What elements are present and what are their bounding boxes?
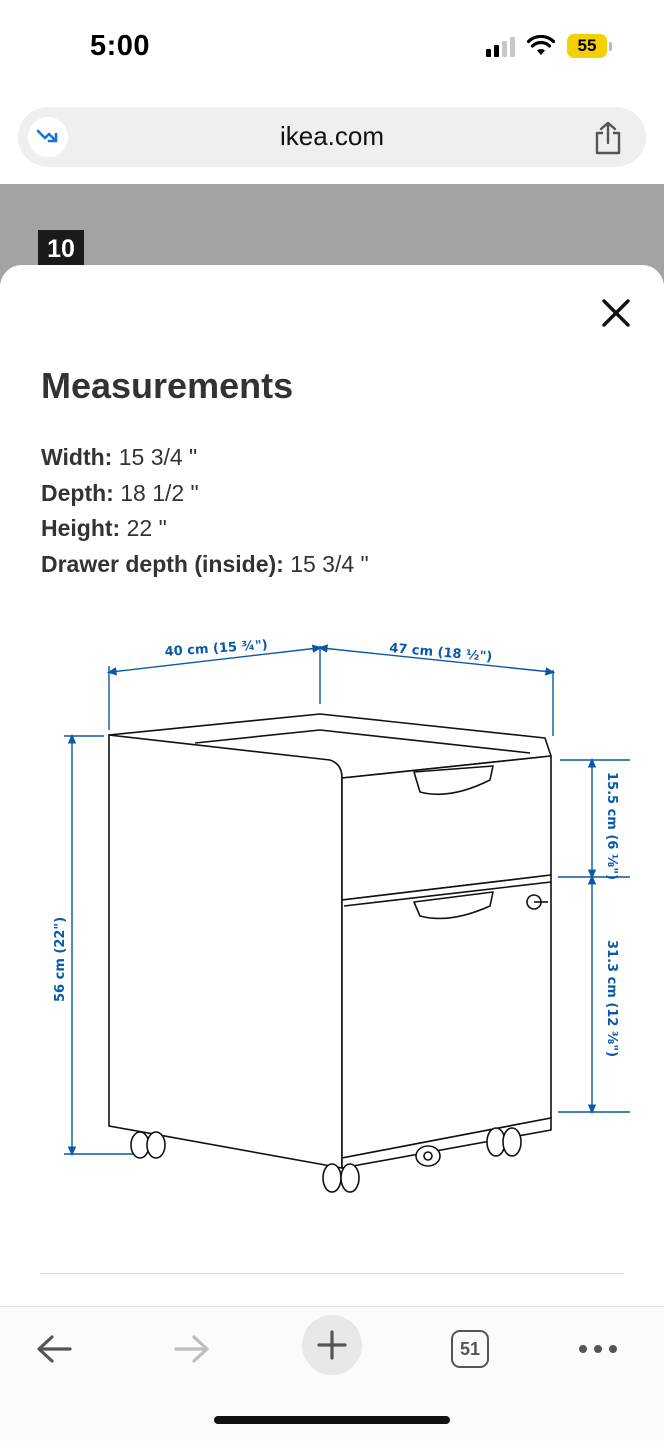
measurement-label: Drawer depth (inside): (41, 550, 284, 577)
divider (40, 1273, 624, 1274)
wifi-icon (527, 35, 555, 57)
measurement-width (41, 440, 369, 476)
forward-arrow-icon[interactable] (172, 1333, 212, 1365)
measurement-label: Width: (41, 444, 113, 470)
measurements-sheet (0, 265, 664, 1310)
share-icon[interactable] (592, 121, 624, 155)
status-icons (486, 34, 612, 58)
bottom-drawer-dimension-label: 31.3 cm (12 ⅜") (604, 940, 619, 1058)
home-indicator (214, 1416, 450, 1424)
close-icon[interactable] (598, 295, 634, 331)
measurement-diagram (30, 630, 630, 1210)
measurement-value: 18 1/2 " (113, 479, 199, 506)
cellular-signal-icon (486, 35, 515, 57)
depth-dimension-label: 47 cm (18 ½") (388, 641, 493, 665)
page-number-badge: 10 (38, 230, 84, 268)
width-dimension-label: 40 cm (15 ¾") (164, 637, 269, 660)
top-drawer-dimension-label: 15.5 cm (6 ⅛") (604, 772, 619, 881)
back-button[interactable] (22, 1317, 86, 1381)
drawer-unit-drawing (109, 714, 551, 1168)
measurement-label: Depth: (41, 479, 114, 506)
measurement-depth (41, 476, 369, 512)
measurement-value: 15 3/4 " (112, 444, 198, 470)
battery-icon (567, 34, 612, 58)
more-dots-icon[interactable] (578, 1344, 618, 1354)
url-text[interactable]: ikea.com (279, 121, 385, 151)
tabs-count[interactable]: 51 (451, 1330, 489, 1368)
battery-level: 55 (567, 34, 607, 58)
measurement-height (41, 511, 369, 547)
measurement-value: 15 3/4 " (283, 550, 369, 577)
back-arrow-icon[interactable] (34, 1333, 74, 1365)
measurements-list (41, 440, 369, 582)
plus-icon[interactable] (316, 1329, 348, 1361)
more-button[interactable] (566, 1317, 630, 1381)
status-bar (0, 0, 664, 100)
sheet-title: Measurements (41, 365, 294, 406)
forward-button[interactable] (160, 1317, 224, 1381)
measurement-drawer-depth (41, 547, 369, 583)
new-tab-button[interactable] (302, 1315, 362, 1375)
status-time: 5:00 (90, 30, 151, 62)
height-dimension-label: 56 cm (22") (53, 916, 68, 1002)
measurement-label: Height: (41, 515, 121, 541)
address-bar[interactable] (18, 107, 646, 167)
measurement-value: 22 " (120, 515, 167, 541)
tabs-button[interactable] (438, 1317, 502, 1381)
